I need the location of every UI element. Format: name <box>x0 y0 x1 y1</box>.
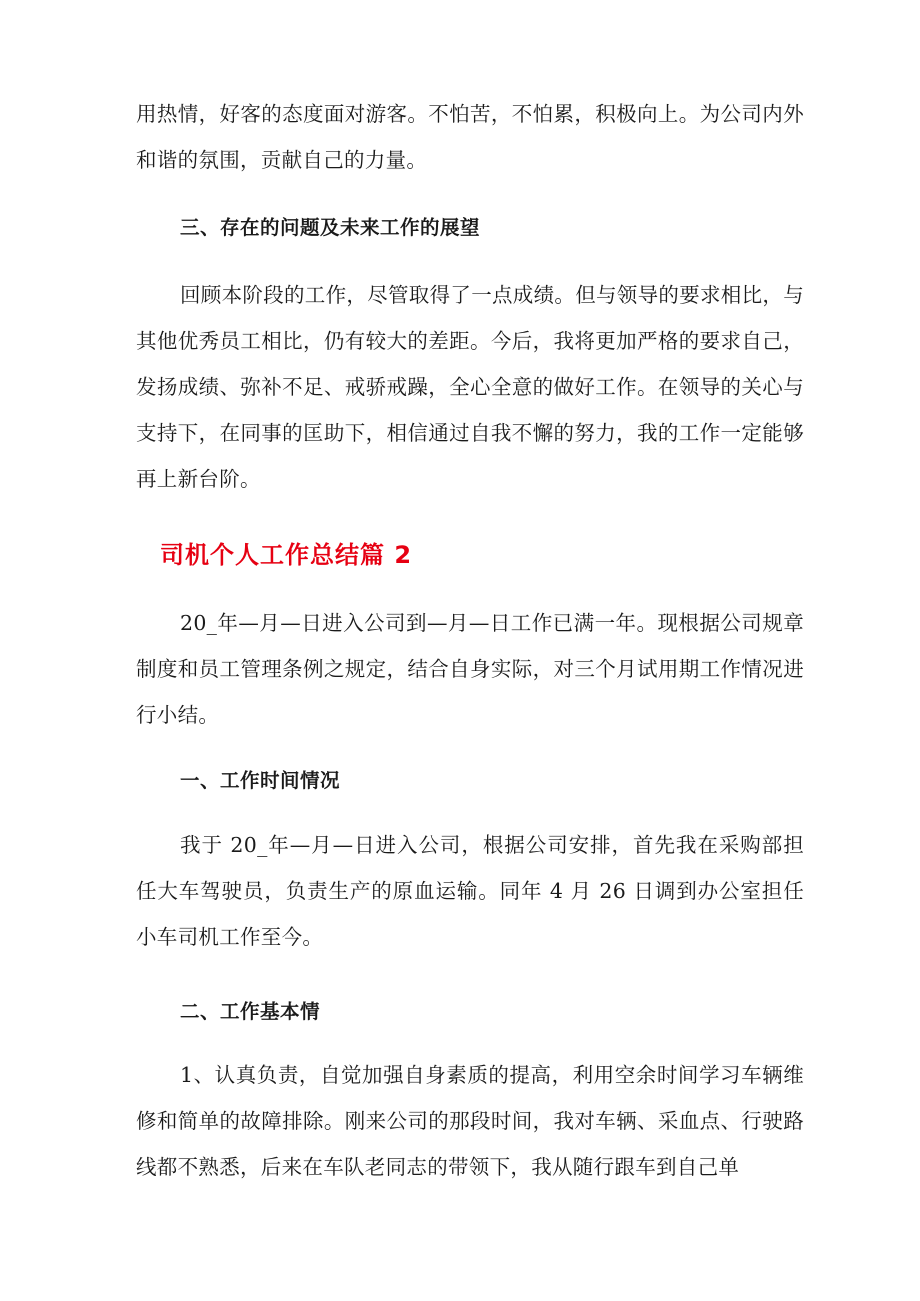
heading-work-time: 一、工作时间情况 <box>180 769 341 792</box>
section-title: 司机个人工作总结篇 2 <box>160 541 413 569</box>
heading-problems-and-outlook: 三、存在的问题及未来工作的展望 <box>180 216 481 239</box>
paragraph-intro-tail: 用热情，好客的态度面对游客。不怕苦，不怕累，积极向上。为公司内外和谐的氛围，贡献自己的力量。 <box>136 102 804 172</box>
paragraph-opening: 20_年—月—日进入公司到—月—日工作已满一年。现根据公司规章制度和员工管理条例之规定，结合自身实际，对三个月试用期工作情况进行小结。 <box>136 611 804 727</box>
paragraph-review: 回顾本阶段的工作，尽管取得了一点成绩。但与领导的要求相比，与其他优秀员工相比，仍有较大的差距。今后，我将更加严格的要求自己，发扬成绩、弥补不足、戒骄戒躁，全心全意的做好工作。在领导的关心与支持下，在同事的匡助下，相信通过自我不懈的努力，我的工作一定能够再上新台阶。 <box>136 283 804 491</box>
heading-basic-situation: 二、工作基本情 <box>180 1000 321 1023</box>
paragraph-work-time: 我于 20_年—月—日进入公司，根据公司安排，首先我在采购部担任大车驾驶员，负责生产的原血运输。同年 4 月 26 日调到办公室担任小车司机工作至今。 <box>136 833 804 949</box>
paragraph-item-1: 1、认真负责，自觉加强自身素质的提高，利用空余时间学习车辆维修和简单的故障排除。刚来公司的那段时间，我对车辆、采血点、行驶路线都不熟悉，后来在车队老同志的带领下，我从随行跟车到自己单 <box>136 1063 804 1179</box>
